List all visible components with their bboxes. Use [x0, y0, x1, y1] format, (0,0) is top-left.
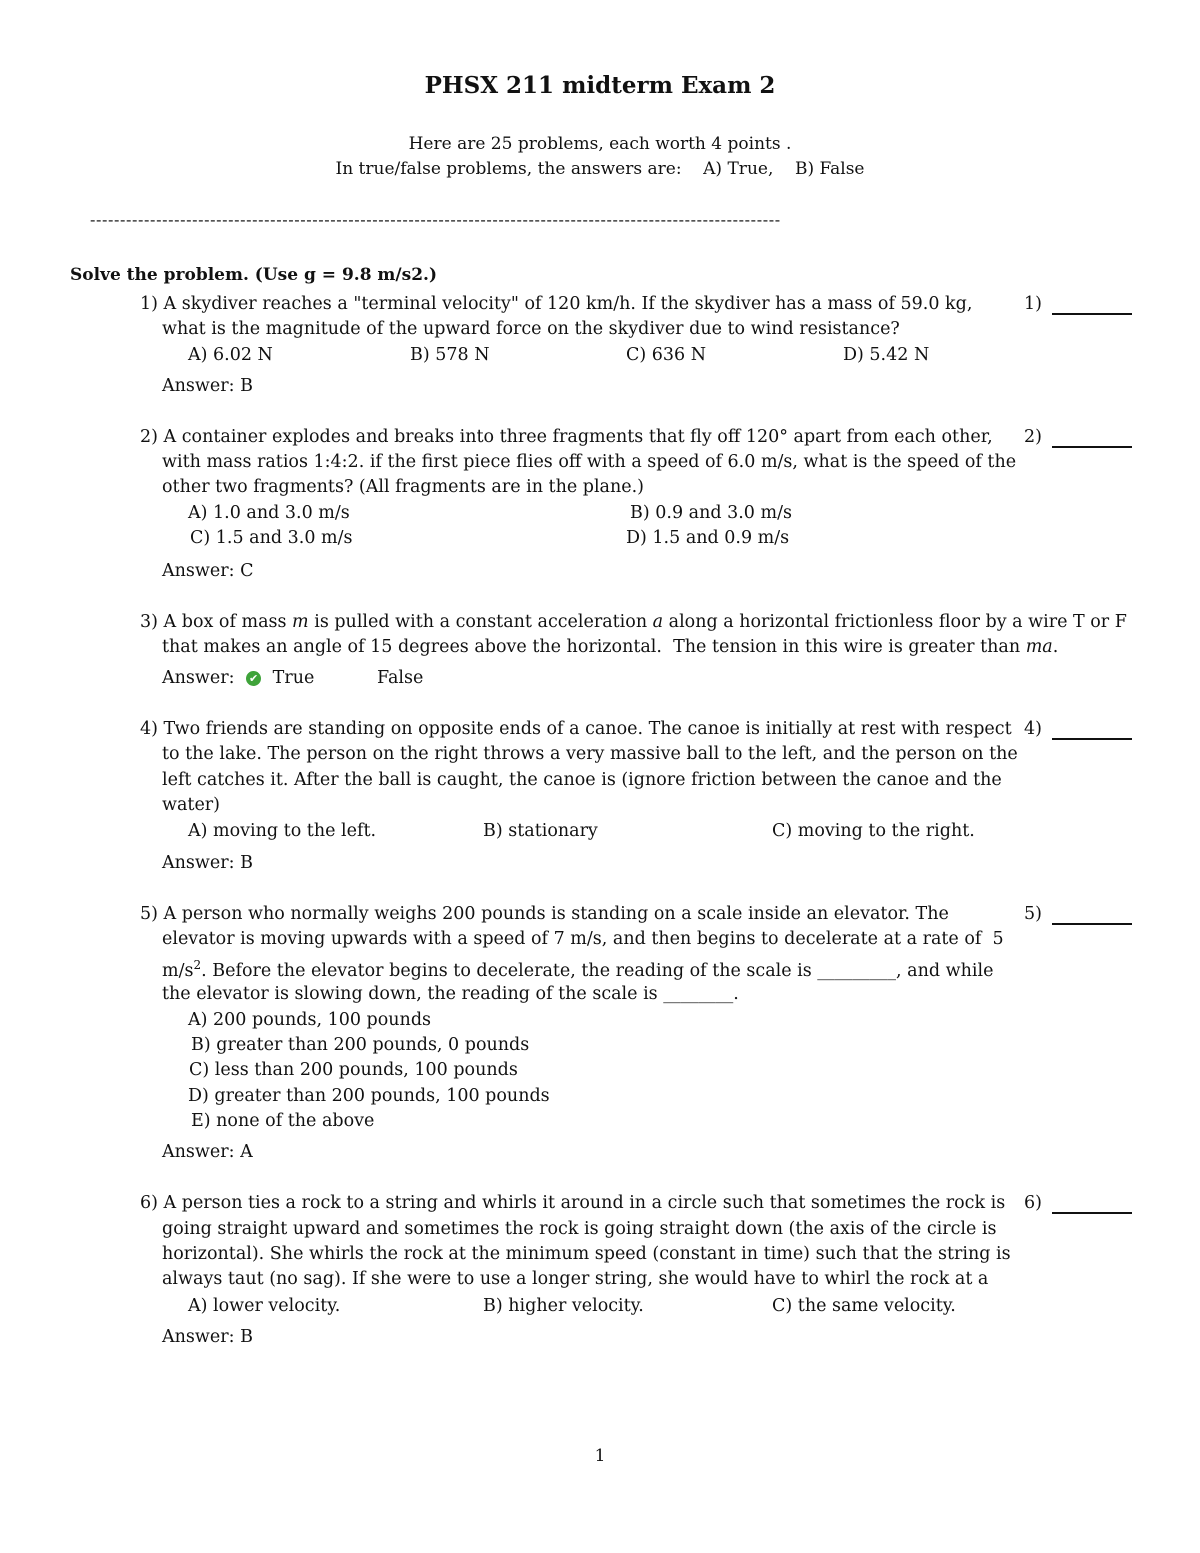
answer-blank[interactable]: [1052, 738, 1132, 740]
question-text: elevator is moving upwards with a speed of 7 m/s, and then begins to decelerate at a rate of 5: [162, 929, 1004, 949]
answer-label: Answer:: [162, 1142, 235, 1162]
question-number: 3): [140, 612, 158, 632]
tf-label: T or F: [1073, 612, 1127, 632]
question-text: to the lake. The person on the right throws a very massive ball to the left, and the person on the: [162, 744, 1018, 764]
question-text: that makes an angle of 15 degrees above the horizontal. The tension in this wire is greater than ma.: [162, 637, 1059, 657]
exam-title: PHSX 211 midterm Exam 2: [424, 72, 776, 99]
option: A) moving to the left.: [188, 821, 377, 841]
question-text: A box of mass m is pulled with a constant acceleration a along a horizontal frictionless floor by a wire: [163, 612, 1068, 632]
question-5: [140, 904, 949, 924]
answer-label: Answer:: [162, 561, 235, 581]
blank-number: 2): [1024, 427, 1042, 447]
question-text: always taut (no sag). If she were to use a longer string, she would have to whirl the rock at a: [162, 1269, 989, 1289]
answer-value: B: [240, 376, 253, 396]
option: A) 6.02 N: [188, 345, 273, 365]
question-text: with mass ratios 1:4:2. if the first piece flies off with a speed of 6.0 m/s, what is the speed of the: [162, 452, 1017, 472]
blank-number: 5): [1024, 904, 1042, 924]
question-number: 5): [140, 904, 158, 924]
answer-line: [162, 853, 253, 873]
question-text: Two friends are standing on opposite ends of a canoe. The canoe is initially at rest with respect: [163, 719, 1012, 739]
answer-blank[interactable]: [1052, 1212, 1132, 1214]
option: B) 578 N: [410, 345, 490, 365]
question-1: [140, 294, 972, 314]
answer-line: [162, 1327, 253, 1347]
option: C) 1.5 and 3.0 m/s: [190, 528, 353, 548]
question-text: the elevator is slowing down, the reading of the scale is ________.: [162, 984, 739, 1004]
question-number: 6): [140, 1193, 158, 1213]
answer-value: B: [240, 1327, 253, 1347]
question-text: water): [162, 795, 220, 815]
option: C) the same velocity.: [772, 1296, 956, 1316]
option: C) less than 200 pounds, 100 pounds: [189, 1060, 518, 1080]
option: B) greater than 200 pounds, 0 pounds: [191, 1035, 530, 1055]
option: C) 636 N: [626, 345, 707, 365]
option: D) 1.5 and 0.9 m/s: [626, 528, 790, 548]
question-text: A person ties a rock to a string and whirls it around in a circle such that sometimes the rock is: [163, 1193, 1006, 1213]
answer-line: [162, 668, 314, 688]
question-2: [140, 427, 993, 447]
answer-label: Answer:: [162, 1327, 235, 1347]
answer-label: Answer:: [162, 668, 235, 688]
option: B) stationary: [483, 821, 598, 841]
question-text: other two fragments? (All fragments are in the plane.): [162, 477, 645, 497]
question-text: horizontal). She whirls the rock at the minimum speed (constant in time) such that the string is: [162, 1244, 1011, 1264]
question-text: A person who normally weighs 200 pounds is standing on a scale inside an elevator. The: [163, 904, 949, 924]
blank-number: 4): [1024, 719, 1042, 739]
option: C) moving to the right.: [772, 821, 975, 841]
answer-line: [162, 1142, 253, 1162]
question-3: [140, 612, 1067, 632]
option: B) higher velocity.: [483, 1296, 644, 1316]
intro-line-1: Here are 25 problems, each worth 4 points .: [408, 134, 792, 154]
question-text: going straight upward and sometimes the rock is going straight down (the axis of the circle is: [162, 1219, 997, 1239]
answer-line: [162, 376, 253, 396]
option: D) 5.42 N: [843, 345, 930, 365]
answer-value: A: [240, 1142, 253, 1162]
question-text: left catches it. After the ball is caught, the canoe is (ignore friction between the canoe and the: [162, 770, 1002, 790]
answer-line: [162, 561, 253, 581]
option: A) lower velocity.: [188, 1296, 341, 1316]
option: A) 200 pounds, 100 pounds: [188, 1010, 432, 1030]
answer-label: Answer:: [162, 853, 235, 873]
intro-line-2: In true/false problems, the answers are: A) True, B) False: [335, 159, 865, 179]
question-6: [140, 1193, 1005, 1213]
answer-value: B: [240, 853, 253, 873]
blank-number: 1): [1024, 294, 1042, 314]
blank-number: 6): [1024, 1193, 1042, 1213]
question-number: 2): [140, 427, 158, 447]
question-number: 4): [140, 719, 158, 739]
option: E) none of the above: [191, 1111, 375, 1131]
option: D) greater than 200 pounds, 100 pounds: [188, 1086, 550, 1106]
answer-blank[interactable]: [1052, 923, 1132, 925]
question-text: $m/s^2$. Before the elevator begins to decelerate, the reading of the scale is _________, and while: [162, 958, 994, 981]
question-text: A container explodes and breaks into three fragments that fly off 120° apart from each other,: [163, 427, 993, 447]
answer-value: C: [240, 561, 254, 581]
answer-blank[interactable]: [1052, 313, 1132, 315]
question-text: what is the magnitude of the upward force on the skydiver due to wind resistance?: [162, 319, 900, 339]
false-option: False: [377, 668, 424, 688]
answer-label: Answer:: [162, 376, 235, 396]
page-number: 1: [594, 1446, 606, 1466]
question-number: 1): [140, 294, 158, 314]
section-heading: Solve the problem. (Use g = 9.8 m/s2.): [70, 265, 437, 285]
answer-blank[interactable]: [1052, 446, 1132, 448]
divider: -------------------------------------------------------------------------------------------------------------------: [90, 210, 781, 229]
option: B) 0.9 and 3.0 m/s: [630, 503, 792, 523]
option: A) 1.0 and 3.0 m/s: [188, 503, 350, 523]
question-4: [140, 719, 1012, 739]
check-icon: ✔: [246, 671, 261, 686]
true-option: True: [272, 668, 315, 688]
question-text: A skydiver reaches a "terminal velocity" of 120 km/h. If the skydiver has a mass of 59.0 kg,: [163, 294, 973, 314]
